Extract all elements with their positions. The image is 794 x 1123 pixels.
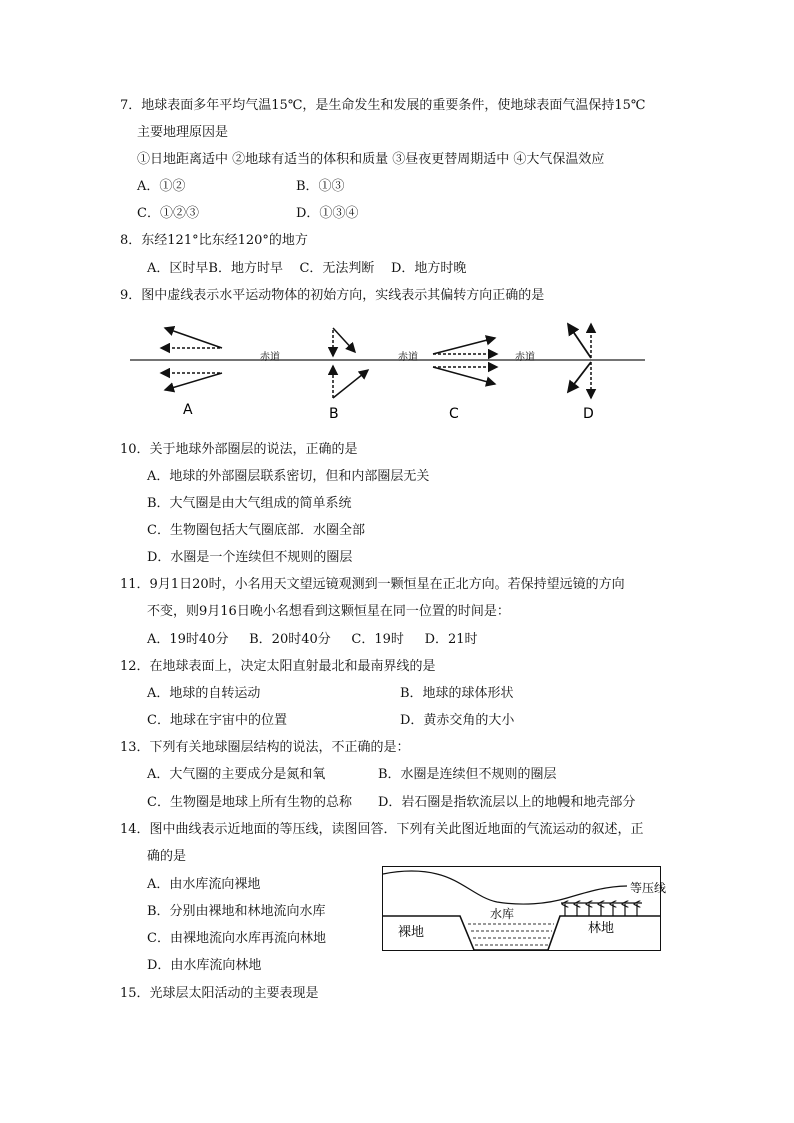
q7-option-c: C．①②③ (137, 206, 199, 221)
q12-option-b: B．地球的球体形状 (400, 686, 514, 701)
panel-label-a: A (183, 402, 193, 418)
figure-frame (383, 867, 661, 951)
q10-option-a: A．地球的外部圈层联系密切，但和内部圈层无关 (147, 469, 430, 484)
q14-option-c: C．由裸地流向水库再流向林地 (147, 931, 326, 946)
q12-option-c: C．地球在宇宙中的位置 (147, 713, 287, 728)
panel-d-arrows (568, 324, 591, 398)
q14-option-a: A．由水库流向裸地 (147, 877, 261, 892)
q10-stem: 10．关于地球外部圈层的说法，正确的是 (120, 442, 358, 457)
isobar-label: 等压线 (630, 881, 667, 895)
q13-stem: 13．下列有关地球圈层结构的说法，不正确的是： (120, 740, 410, 755)
panel-label-c: C (449, 406, 459, 422)
q15-stem: 15．光球层太阳活动的主要表现是 (120, 986, 319, 1001)
q10-option-c: C．生物圈包括大气圈底部．水圈全部 (147, 523, 365, 538)
q9-deflection-figure (125, 318, 650, 423)
forest-label: 林地 (588, 921, 615, 936)
q14-stem-line1: 14．图中曲线表示近地面的等压线，读图回答．下列有关此图近地面的气流运动的叙述，正 (120, 822, 644, 837)
q7-stem-line2: 主要地理原因是 (137, 125, 229, 140)
bare-land-label: 裸地 (398, 925, 425, 940)
q8-stem: 8．东经121°比东经120°的地方 (120, 233, 308, 248)
equator-label: 赤道 (515, 352, 535, 363)
equator-label: 赤道 (260, 352, 280, 363)
equator-label: 赤道 (398, 352, 418, 363)
q14-option-d: D．由水库流向林地 (147, 958, 262, 973)
q14-stem-line2: 确的是 (147, 849, 187, 864)
q11-stem-line2: 不变，则9月16日晚小名想看到这颗恒星在同一位置的时间是： (147, 604, 510, 619)
q13-option-b: B．水圈是连续但不规则的圈层 (378, 767, 557, 782)
reservoir-label: 水库 (490, 907, 515, 921)
q12-option-a: A．地球的自转运动 (147, 686, 261, 701)
q14-isobar-figure (382, 866, 667, 952)
panel-a-arrows (161, 328, 222, 390)
q7-stem-line3: ①日地距离适中 ②地球有适当的体积和质量 ③昼夜更替周期适中 ④大气保温效应 (137, 152, 605, 167)
q14-option-b: B．分别由裸地和林地流向水库 (147, 904, 326, 919)
q11-stem-line1: 11．9月1日20时，小名用天文望远镜观测到一颗恒星在正北方向。若保持望远镜的方向 (120, 577, 625, 592)
panel-label-d: D (583, 406, 594, 422)
q10-option-d: D．水圈是一个连续但不规则的圈层 (147, 550, 353, 565)
q7-stem-line1: 7．地球表面多年平均气温15℃，是生命发生和发展的重要条件，使地球表面气温保持15℃ (120, 98, 646, 113)
q10-option-b: B．大气圈是由大气组成的简单系统 (147, 496, 352, 511)
q7-option-a: A．①② (137, 179, 186, 194)
q7-option-d: D．①③④ (296, 206, 359, 221)
q12-option-d: D．黄赤交角的大小 (400, 713, 515, 728)
q13-option-a: A．大气圈的主要成分是氮和氧 (147, 767, 326, 782)
panel-b-arrows (333, 328, 368, 398)
q12-stem: 12．在地球表面上，决定太阳直射最北和最南界线的是 (120, 659, 436, 674)
q11-options: A．19时40分 B．20时40分 C．19时 D．21时 (147, 632, 478, 647)
panel-c-arrows (433, 338, 497, 384)
q13-option-d: D．岩石圈是指软流层以上的地幔和地壳部分 (378, 795, 636, 810)
q13-option-c: C．生物圈是地球上所有生物的总称 (147, 795, 352, 810)
q9-stem: 9．图中虚线表示水平运动物体的初始方向，实线表示其偏转方向正确的是 (120, 288, 545, 303)
panel-label-b: B (329, 406, 339, 422)
q8-options: A．区时早B．地方时早 C．无法判断 D．地方时晚 (147, 261, 467, 276)
q7-option-b: B．①③ (296, 179, 345, 194)
